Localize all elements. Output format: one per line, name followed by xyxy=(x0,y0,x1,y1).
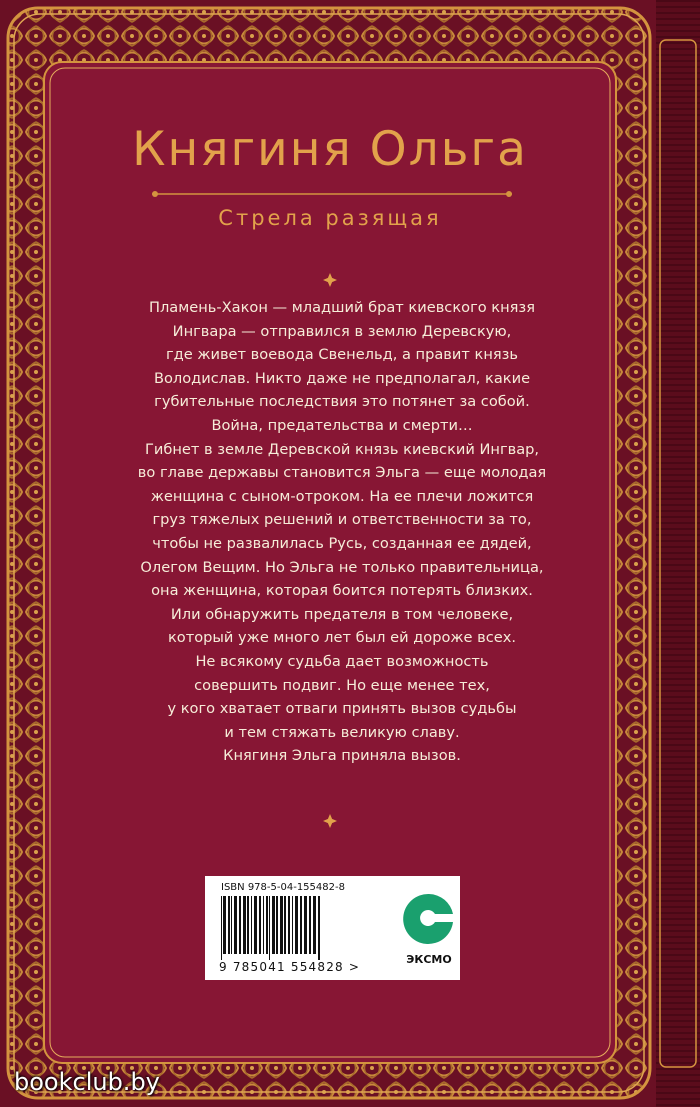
barcode-bar xyxy=(318,896,320,960)
barcode-bar xyxy=(221,896,222,960)
barcode-bar xyxy=(243,896,246,954)
blurb-line: груз тяжелых решений и ответственности за то, xyxy=(152,511,532,529)
blurb-line: который уже много лет был ей дороже всех. xyxy=(167,629,517,647)
diamond-ornament-icon xyxy=(323,273,337,287)
barcode-bar xyxy=(251,896,252,954)
barcode-bar xyxy=(295,896,298,954)
blurb-line: губительные последствия это потянет за собой. xyxy=(154,393,530,411)
blurb-line: женщина с сыном-отроком. На ее плечи ложится xyxy=(150,487,534,505)
diamond-ornament-icon xyxy=(323,814,337,828)
blurb-line: у кого хватает отваги принять вызов судьбы xyxy=(167,700,517,718)
publisher-logo-icon xyxy=(395,886,463,952)
blurb-line: Олегом Вещим. Но Эльга не только правительница, xyxy=(140,558,544,576)
barcode-bar xyxy=(223,896,226,954)
barcode-bar xyxy=(309,896,311,954)
book-title: Княгиня Ольга xyxy=(132,122,528,177)
barcode-bar xyxy=(247,896,249,954)
blurb-line: Пламень-Хакон — младший брат киевского князя xyxy=(149,299,535,316)
barcode-bar xyxy=(288,896,290,954)
barcode-bar xyxy=(292,896,293,954)
blurb-line: Гибнет в земле Деревской князь киевский Ингвар, xyxy=(144,440,540,458)
blurb-line: Война, предательства и смерти… xyxy=(211,416,473,434)
barcode-bar xyxy=(228,896,230,954)
barcode-bars xyxy=(219,896,389,960)
barcode-bar xyxy=(304,896,307,954)
barcode-bar xyxy=(231,896,232,954)
blurb-line: Не всякому судьба дает возможность xyxy=(195,652,489,670)
barcode-bar xyxy=(239,896,241,954)
barcode-bar xyxy=(269,896,270,960)
barcode-bar xyxy=(254,896,257,954)
barcode-bar xyxy=(266,896,268,954)
blurb-line: Володислав. Никто даже не предполагал, какие xyxy=(153,369,531,387)
barcode-digits: 9 785041 554828 > xyxy=(219,960,361,974)
publisher-name: ЭКСМО xyxy=(406,953,452,966)
blurb-line: Или обнаружить предателя в том человеке, xyxy=(170,605,514,623)
blurb-line: чтобы не развалилась Русь, созданная ее дядей, xyxy=(152,534,532,552)
barcode-bar xyxy=(234,896,237,954)
title-divider xyxy=(152,188,512,200)
blurb-line: и тем стяжать великую славу. xyxy=(224,723,460,741)
barcode-bar xyxy=(263,896,264,954)
barcode-bar xyxy=(280,896,283,954)
isbn-label: ISBN 978-5-04-155482-8 xyxy=(221,882,345,893)
blurb-line: совершить подвиг. Но еще менее тех, xyxy=(194,676,490,694)
blurb-line: где живет воевода Свенельд, а правит князь xyxy=(165,346,519,364)
blurb-line: Ингвара — отправился в землю Деревскую, xyxy=(172,322,512,340)
barcode-bar xyxy=(300,896,302,954)
book-blurb xyxy=(112,296,572,768)
blurb-line: во главе державы становится Эльга — еще молодая xyxy=(137,464,547,482)
barcode-bar xyxy=(313,896,316,954)
barcode-bar xyxy=(276,896,278,954)
barcode-bar xyxy=(284,896,286,954)
barcode-bar xyxy=(259,896,261,954)
blurb-line: она женщина, которая боится потерять близких. xyxy=(151,582,533,600)
site-watermark: bookclub.by xyxy=(14,1068,160,1096)
book-subtitle: Стрела разящая xyxy=(218,206,442,230)
barcode-bar xyxy=(272,896,275,954)
blurb-line: Княгиня Эльга приняла вызов. xyxy=(223,747,461,765)
